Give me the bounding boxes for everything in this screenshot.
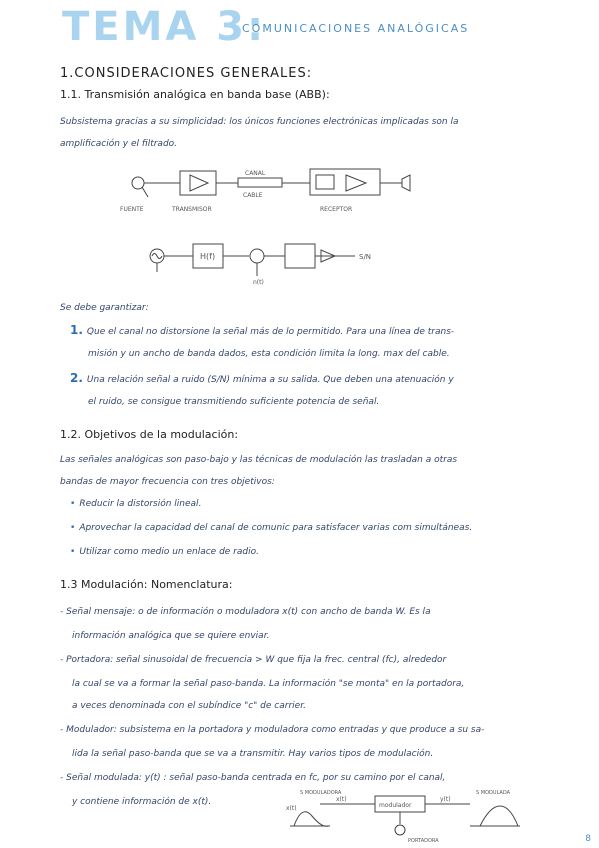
nomenclature-portadora-line-3: a veces denominada con el subíndice "c" de carrier. [72, 701, 306, 711]
guarantee-item-1-line-2: misión y un ancho de banda dados, esta condición limita la long. max del cable. [88, 349, 450, 359]
objective-item: • Aprovechar la capacidad del canal de comunic para satisfacer varias com simultáneas. [70, 523, 473, 533]
label-modulador: modulador [379, 802, 412, 809]
label-cable: CABLE [243, 192, 263, 199]
subsection-heading-1-1: 1.1. Transmisión analógica en banda base (ABB): [60, 88, 330, 101]
subsection-heading-1-3: 1.3 Modulación: Nomenclatura: [60, 578, 233, 591]
label-yt: y(t) [440, 796, 451, 803]
label-canal: CANAL [245, 170, 266, 177]
label-xt-left: x(t) [286, 805, 297, 812]
page-number: 8 [585, 834, 591, 844]
objective-item: • Utilizar como medio un enlace de radio. [70, 547, 259, 557]
label-transmisor: TRANSMISOR [172, 206, 212, 213]
nomenclature-modulador-line-2: lida la señal paso-banda que se va a transmitir. Hay varios tipos de modulación. [72, 749, 434, 759]
nomenclature-modulada-line-1: - Señal modulada: y(t) : señal paso-banda centrada en fc, por su camino por el canal, [60, 773, 446, 783]
label-xt: x(t) [336, 796, 347, 803]
page-title: TEMA 3: [62, 4, 267, 50]
item-text: Una relación señal a ruido (S/N) mínima a su salida. Que deben una atenuación y [86, 375, 454, 385]
section-heading-1: 1.CONSIDERACIONES GENERALES: [60, 66, 313, 81]
intro-line-1: Subsistema gracias a su simplicidad: los únicos funciones electrónicas implicadas son la [60, 117, 459, 127]
label-receptor: RECEPTOR [320, 206, 353, 213]
abb-equivalent-model [145, 238, 385, 286]
guarantee-item-2-line-1 [70, 372, 454, 386]
label-s-moduladora: S MODULADORA [300, 790, 342, 796]
nomenclature-mensaje-line-2: información analógica que se quiere enviar. [72, 631, 270, 641]
item-number: 2. [70, 371, 83, 385]
label-portadora: PORTADORA [408, 838, 439, 844]
subsection-heading-1-2: 1.2. Objetivos de la modulación: [60, 428, 239, 441]
objective-item: • Reducir la distorsión lineal. [70, 499, 202, 509]
intro-line-2: amplificación y el filtrado. [60, 139, 178, 149]
label-nt: n(t) [253, 279, 264, 286]
guarantee-item-1-line-1 [70, 324, 454, 338]
nomenclature-modulador-line-1: - Modulador: subsistema en la portadora y moduladora como entradas y que produce a su sa- [60, 725, 485, 735]
objectives-intro-2: bandas de mayor frecuencia con tres objetivos: [60, 477, 275, 487]
label-hs: H(f) [200, 252, 216, 261]
item-number: 1. [70, 323, 83, 337]
item-text: Que el canal no distorsione la señal más de lo permitido. Para una línea de trans- [86, 327, 455, 337]
guarantee-heading: Se debe garantizar: [60, 303, 149, 313]
nomenclature-portadora-line-2: la cual se va a formar la señal paso-banda. La información "se monta" en la portadora, [72, 679, 465, 689]
nomenclature-portadora-line-1: - Portadora: señal sinusoidal de frecuencia > W que fija la frec. central (fc), alrededor [60, 655, 447, 665]
abb-block-diagram [120, 165, 420, 215]
nomenclature-modulada-line-2: y contiene información de x(t). [72, 797, 212, 807]
guarantee-item-2-line-2: el ruido, se consigue transmitiendo suficiente potencia de señal. [88, 397, 380, 407]
label-sn: S/N [359, 253, 372, 261]
objectives-intro-1: Las señales analógicas son paso-bajo y las técnicas de modulación las trasladan a otras [60, 455, 458, 465]
nomenclature-mensaje-line-1: - Señal mensaje: o de información o moduladora x(t) con ancho de banda W. Es la [60, 607, 431, 617]
label-s-modulada: S MODULADA [476, 790, 511, 796]
label-fuente: FUENTE [120, 206, 144, 213]
modulator-diagram [280, 786, 540, 844]
page-subtitle: COMUNICACIONES ANALÓGICAS [242, 22, 470, 35]
